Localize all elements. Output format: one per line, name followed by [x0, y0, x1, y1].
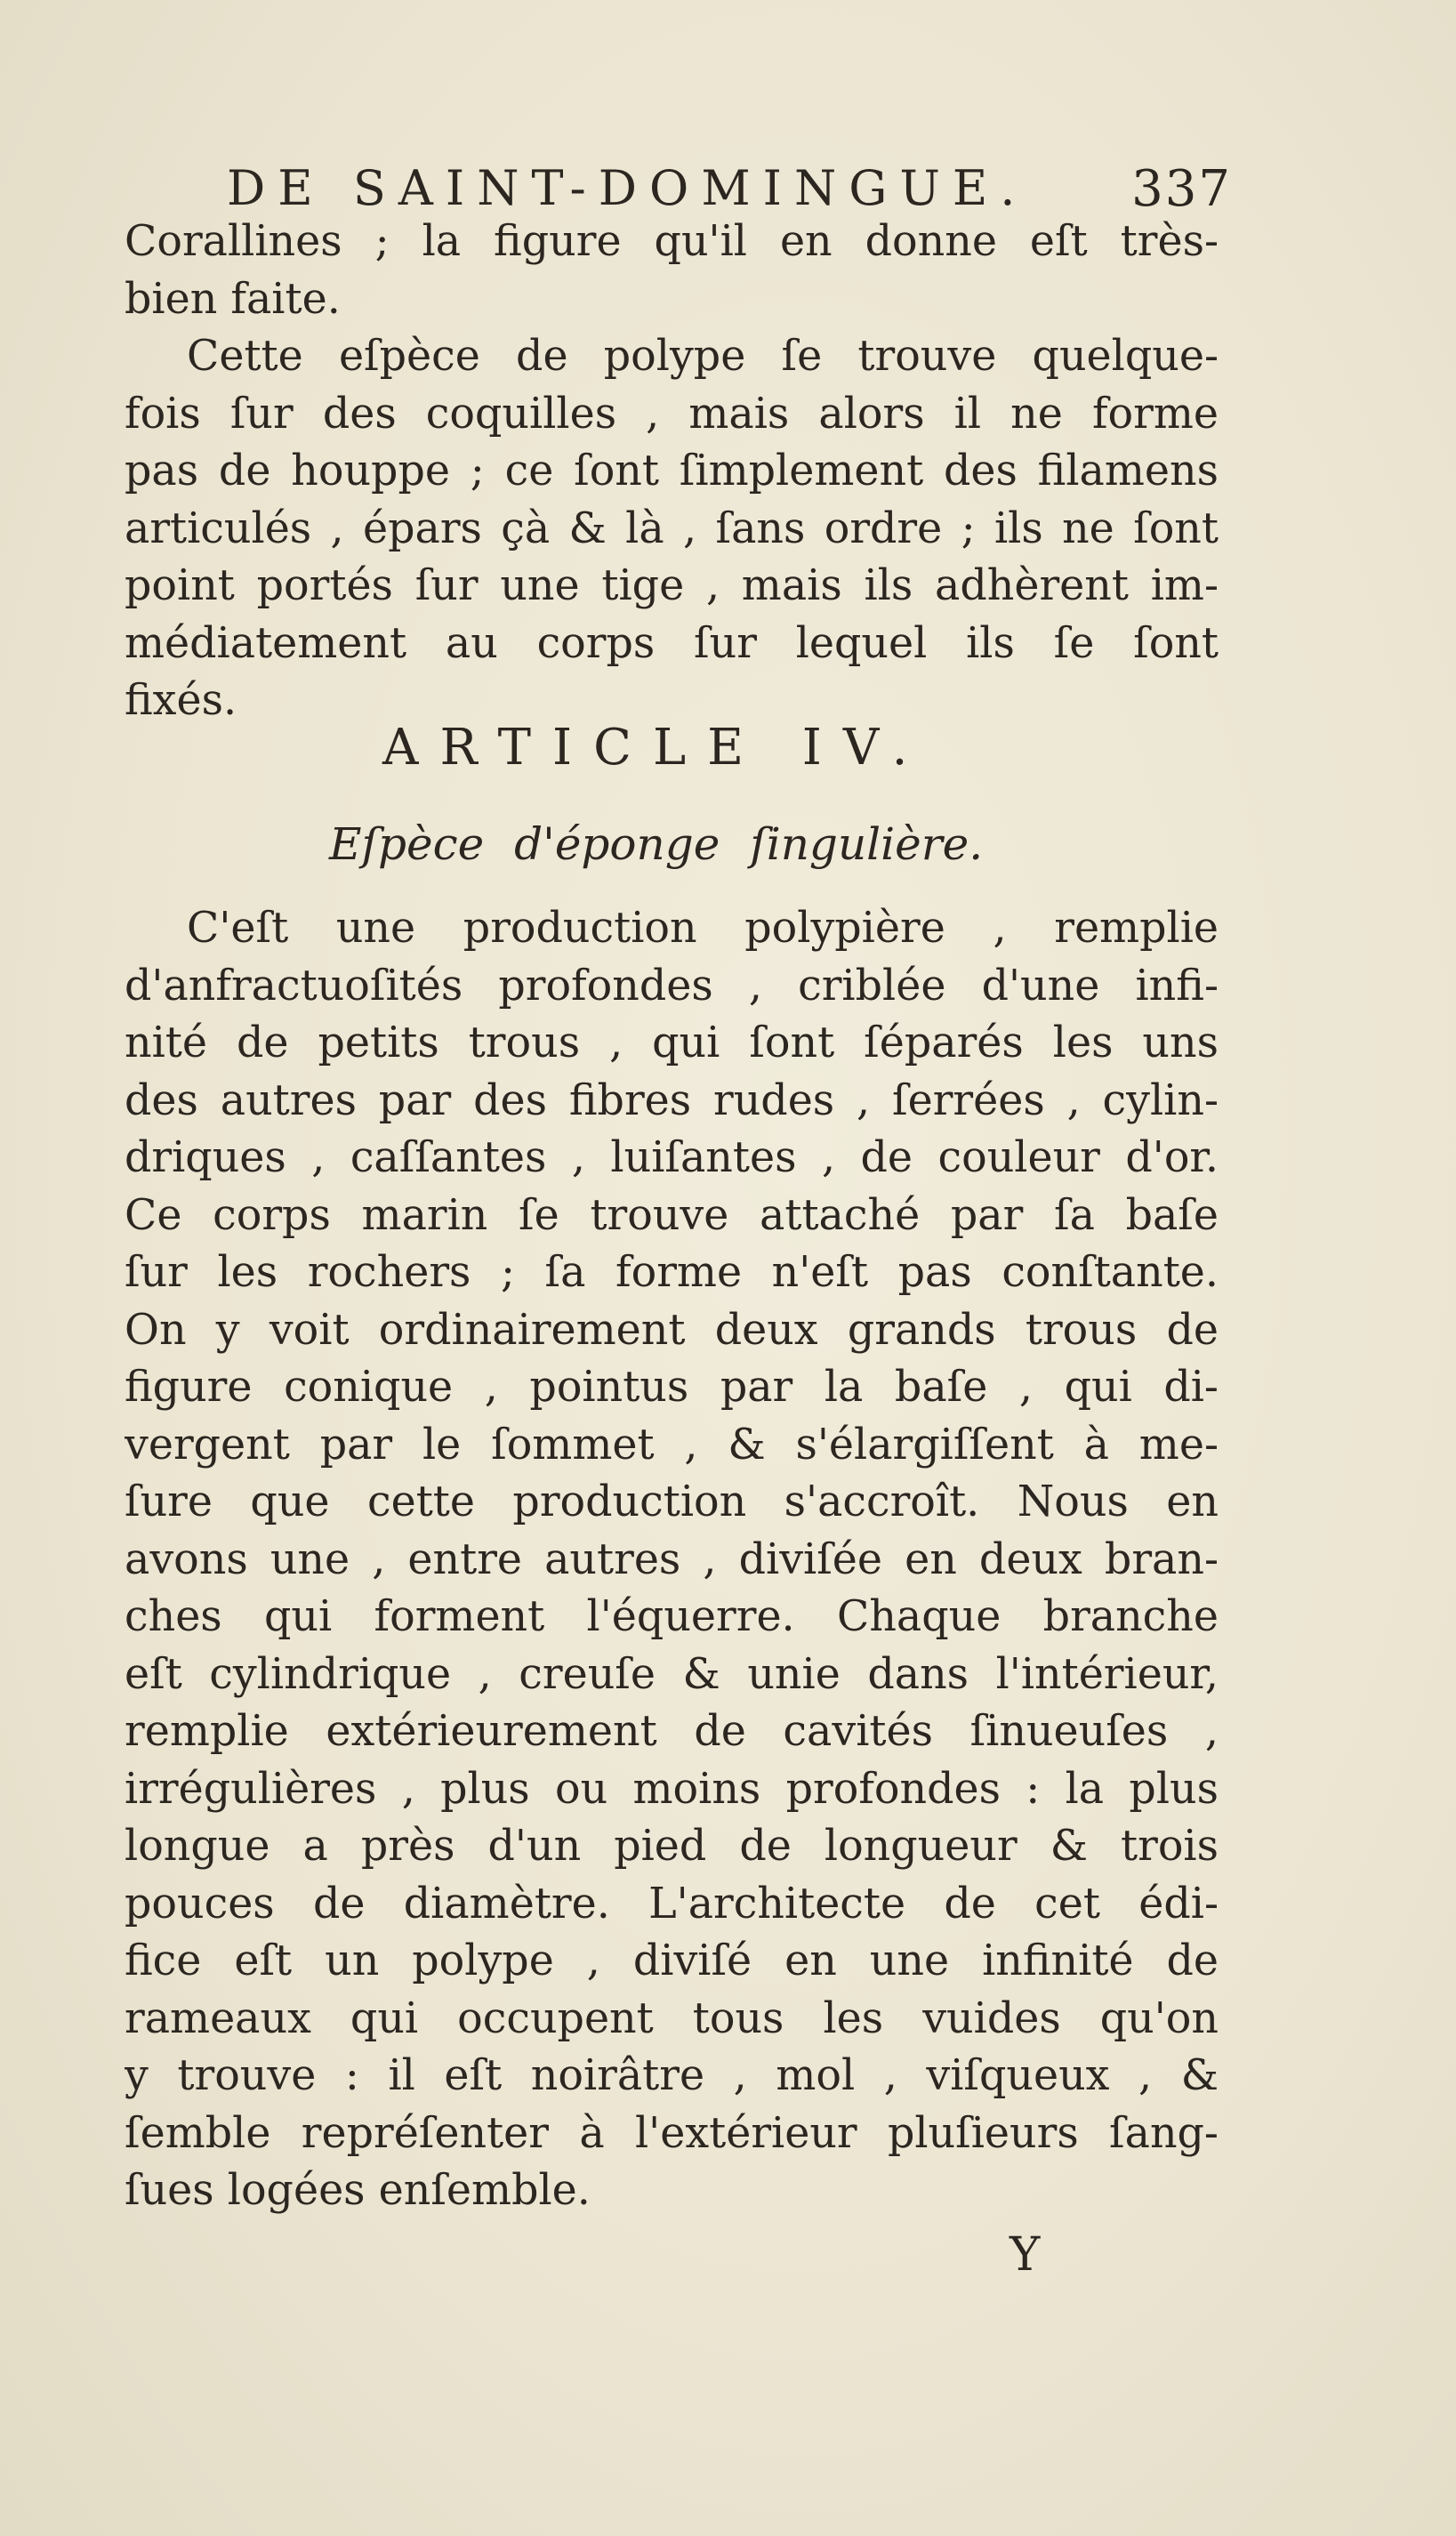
- paragraph-eponge: [125, 900, 1219, 2220]
- text-line: fixés.: [125, 676, 237, 725]
- article-heading: ARTICLE IV.: [382, 719, 929, 777]
- text-line: ſure que cette production s'accroît. Nous en: [125, 1477, 1219, 1526]
- text-line: bien faite.: [125, 274, 341, 324]
- paragraph-continuation: [125, 213, 1219, 328]
- text-line: Corallines ; la figure qu'il en donne eſt très-: [125, 217, 1219, 266]
- text-line: des autres par des fibres rudes , ſerrées , cylin-: [125, 1075, 1219, 1125]
- text-line: driques , caſſantes , luiſantes , de couleur d'or.: [125, 1133, 1219, 1182]
- text-line: ſur les rochers ; ſa forme n'eſt pas conſtante.: [125, 1248, 1219, 1297]
- text-line: figure conique , pointus par la baſe , qui di-: [125, 1363, 1219, 1412]
- text-line: irrégulières , plus ou moins profondes : la plus: [125, 1764, 1219, 1814]
- text-line: avons une , entre autres , diviſée en deux bran-: [125, 1534, 1219, 1584]
- running-head: DE SAINT-DOMINGUE.: [227, 160, 1028, 216]
- text-line: C'eſt une production polypière , remplie: [187, 904, 1219, 953]
- page-number: 337: [1131, 160, 1232, 218]
- text-line: point portés ſur une tige , mais ils adhèrent im-: [125, 561, 1219, 610]
- catchword: Y: [1010, 2228, 1041, 2282]
- text-line: rameaux qui occupent tous les vuides qu'on: [125, 1993, 1219, 2043]
- text-line: nité de petits trous , qui ſont ſéparés les uns: [125, 1018, 1219, 1067]
- text-line: Ce corps marin ſe trouve attaché par ſa baſe: [125, 1190, 1219, 1240]
- text-line: pouces de diamètre. L'architecte de cet édi-: [125, 1879, 1219, 1928]
- text-line: remplie extérieurement de cavités ſinueuſes ,: [125, 1707, 1219, 1756]
- text-line: ſues logées enſemble.: [125, 2166, 591, 2215]
- text-line: Cette eſpèce de polype ſe trouve quelque-: [187, 332, 1219, 381]
- text-line: ſemble repréſenter à l'extérieur pluſieurs ſang-: [125, 2108, 1219, 2158]
- text-line: eſt cylindrique , creuſe & unie dans l'intérieur,: [125, 1649, 1219, 1699]
- text-line: vergent par le ſommet , & s'élargiſſent à me-: [125, 1420, 1219, 1469]
- text-line: longue a près d'un pied de longueur & trois: [125, 1822, 1219, 1871]
- paragraph-polype: [125, 328, 1219, 730]
- text-line: On y voit ordinairement deux grands trous de: [125, 1305, 1219, 1355]
- text-line: fois ſur des coquilles , mais alors il ne forme: [125, 389, 1219, 439]
- text-line: médiatement au corps ſur lequel ils ſe ſont: [125, 618, 1219, 668]
- text-line: pas de houppe ; ce ſont ſimplement des filamens: [125, 447, 1219, 495]
- article-subtitle: Eſpèce d'éponge ſingulière.: [329, 818, 984, 870]
- text-line: fice eſt un polype , diviſé en une infinité de: [125, 1936, 1219, 1985]
- text-line: articulés , épars çà & là , ſans ordre ; ils ne ſont: [125, 503, 1219, 553]
- text-line: d'anfractuoſités profondes , criblée d'une infi-: [125, 961, 1219, 1010]
- text-line: ches qui forment l'équerre. Chaque branche: [125, 1592, 1219, 1641]
- text-line: y trouve : il eſt noirâtre , mol , viſqueux , &: [125, 2051, 1219, 2100]
